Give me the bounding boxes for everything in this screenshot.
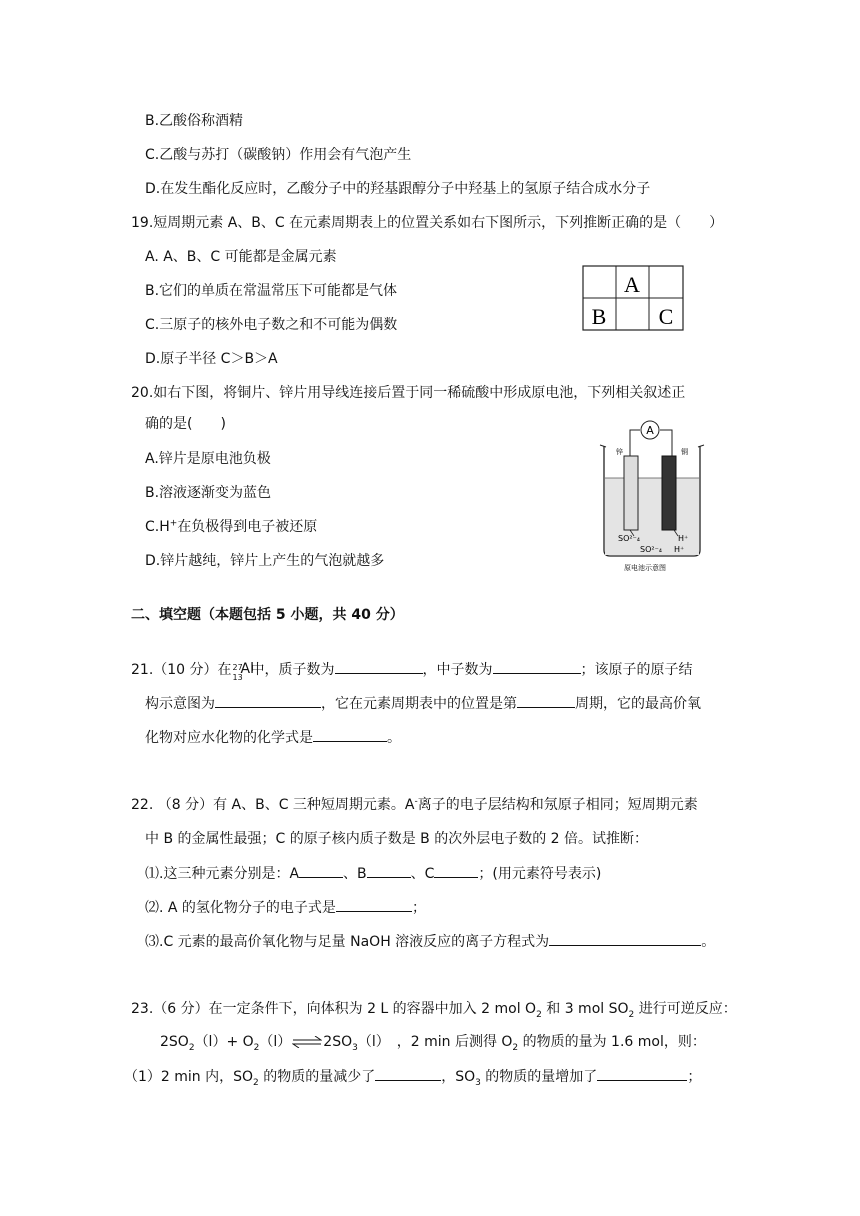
- blank-structure-diagram[interactable]: [215, 693, 321, 708]
- q21-line1: 21.（10 分）在 27 13 Al 中，质子数为 ，中子数为 ；该原子的原子结: [131, 661, 693, 682]
- galvanic-cell-figure: [596, 418, 708, 574]
- blank-electron-formula[interactable]: [336, 897, 412, 912]
- periodic-table-figure: [582, 264, 684, 334]
- isotope-al-27: 27 13 Al: [232, 661, 254, 682]
- q20-option-b: B.溶液逐渐变为蓝色: [145, 485, 272, 501]
- blank-ionic-equation[interactable]: [549, 931, 701, 946]
- q23-equation: $2SO_2(l)+ O_2(l)$ $2SO_3(l)$ ，2 min 后测得 $O_2$ 的物质的量为 1.6 mol，则：: [160, 1034, 706, 1053]
- svg-text:A: A: [646, 424, 654, 437]
- q19-option-c: C.三原子的核外电子数之和不可能为偶数: [145, 317, 398, 333]
- q21-line3: 化物对应水化物的化学式是 。: [145, 727, 401, 748]
- q19-option-b: B.它们的单质在常温常压下可能都是气体: [145, 283, 398, 299]
- q20-option-c: C.H+在负极得到电子被还原: [145, 518, 318, 535]
- zinc-electrode: [624, 456, 638, 530]
- figure-caption: 原电池示意图: [624, 564, 666, 572]
- q22-sub1: ⑴.这三种元素分别是：A 、B 、C ；(用元素符号表示): [145, 863, 601, 884]
- q23-line1: 23.（6 分）在一定条件下，向体积为 2 L 的容器中加入 2 mol $O_2$ 和 3 mol $SO_2$ 进行可逆反应：: [131, 1001, 737, 1020]
- blank-so2-decrease[interactable]: [375, 1066, 441, 1081]
- blank-period[interactable]: [517, 693, 575, 708]
- copper-electrode: [662, 456, 676, 530]
- q19-option-a: A. A、B、C 可能都是金属元素: [145, 249, 337, 265]
- table-cell-b: B: [591, 304, 607, 329]
- blank-neutron-count[interactable]: [493, 659, 581, 674]
- table-cell-c: C: [658, 304, 674, 329]
- ion-sulfate-1: SO²⁻₄: [618, 534, 641, 543]
- q22-sub3: ⑶.C 元素的最高价氧化物与足量 NaOH 溶液反应的离子方程式为 。: [145, 931, 715, 952]
- blank-so3-increase[interactable]: [597, 1066, 687, 1081]
- q20-stem-line2: 确的是( ): [145, 416, 226, 432]
- reversible-arrow-icon: [292, 1036, 322, 1048]
- q22-line1: 22. （8 分）有 A、B、C 三种短周期元素。A-离子的电子层结构和氖原子相同；短周期元素: [131, 796, 698, 813]
- zinc-label: 锌: [616, 448, 623, 456]
- ion-hydrogen-2: H⁺: [674, 545, 685, 554]
- q22-line2: 中 B 的金属性最强；C 的原子核内质子数是 B 的次外层电子数的 2 倍。试推断：: [145, 831, 649, 847]
- q21-line2: 构示意图为 ，它在元素周期表中的位置是第 周期，它的最高价氧: [145, 693, 701, 714]
- blank-hydroxide-formula[interactable]: [313, 727, 387, 742]
- table-cell-a: A: [624, 272, 640, 297]
- blank-element-a[interactable]: [299, 863, 343, 878]
- section-heading: 二、填空题（本题包括 5 小题，共 40 分）: [131, 607, 404, 623]
- ion-sulfate-2: SO²⁻₄: [640, 545, 663, 554]
- q20-option-a: A.锌片是原电池负极: [145, 451, 271, 467]
- q19-stem: 19.短周期元素 A、B、C 在元素周期表上的位置关系如右下图所示，下列推断正确的是（ ）: [131, 215, 724, 231]
- q19-option-d: D.原子半径 C＞B＞A: [145, 351, 278, 367]
- q22-sub2: ⑵. A 的氢化物分子的电子式是 ；: [145, 897, 426, 918]
- q20-option-d: D.锌片越纯，锌片上产生的气泡就越多: [145, 553, 385, 569]
- q18-option-d: D.在发生酯化反应时，乙酸分子中的羟基跟醇分子中羟基上的氢原子结合成水分子: [145, 181, 651, 197]
- blank-proton-count[interactable]: [335, 659, 423, 674]
- q18-option-b: B.乙酸俗称酒精: [145, 113, 244, 129]
- blank-element-c[interactable]: [434, 863, 478, 878]
- q20-stem-line1: 20.如右下图，将铜片、锌片用导线连接后置于同一稀硫酸中形成原电池，下列相关叙述正: [131, 385, 686, 401]
- copper-label: 铜: [681, 448, 688, 456]
- q18-option-c: C.乙酸与苏打（碳酸钠）作用会有气泡产生: [145, 147, 412, 163]
- ion-hydrogen-1: H⁺: [678, 534, 689, 543]
- q23-sub1: （1）2 min 内，$SO_2$ 的物质的量减少了 ，$SO_3$ 的物质的量增加了 ；: [124, 1066, 701, 1087]
- blank-element-b[interactable]: [367, 863, 411, 878]
